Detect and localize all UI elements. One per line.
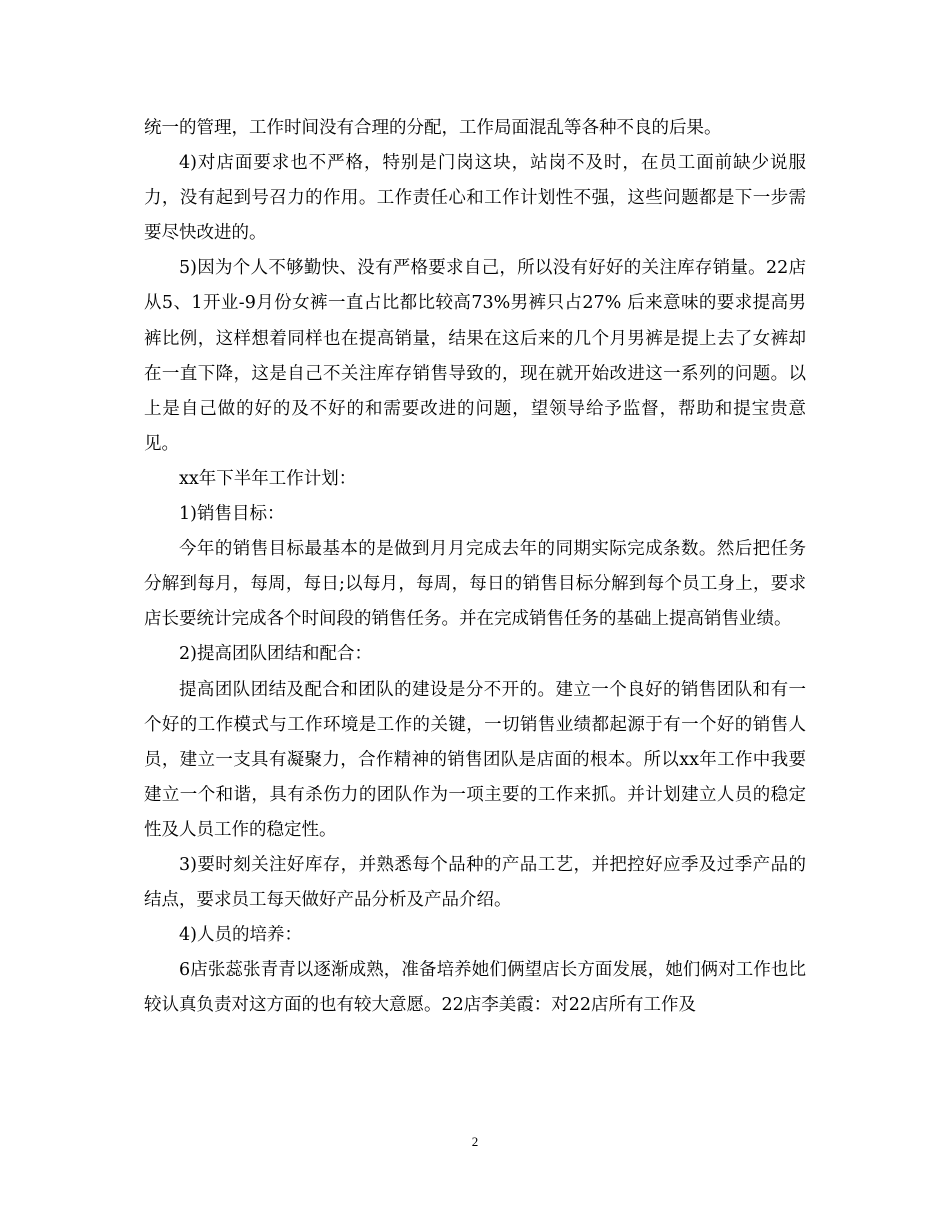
paragraph: 4)人员的培养： [179,925,302,946]
paragraph: 提高团队团结及配合和团队的建设是分不开的。建立一个良好的销售团队和有一个好的工作模式与工作环境是工作的关键，一切销售业绩都起源于有一个好的销售人员，建立一支具有凝聚力，合作精神的销售团队是店面的根本。所以xx年工作中我要建立一个和谐，具有杀伤力的团队作为一项主要的工作来抓。并计划建立人员的稳定性及人员工作的稳定性。 [144,679,806,840]
paragraph: 4)对店面要求也不严格，特别是门岗这块，站岗不及时，在员工面前缺少说服力，没有起到号召力的作用。工作责任心和工作计划性不强，这些问题都是下一步需要尽快改进的。 [144,153,806,244]
document-body [144,111,806,1023]
paragraph: xx年下半年工作计划： [179,468,357,489]
paragraph: 5)因为个人不够勤快、没有严格要求自己，所以没有好好的关注库存销量。22店从5、1开业-9月份女裤一直占比都比较高73%男裤只占27% 后来意味的要求提高男裤比例，这样想着同样也在提高销量，结果在这后来的几个月男裤是提上去了女裤却在一直下降，这是自己不关注库存销售导致的，现在就开始改进这一系列的问题。以上是自己做的好的及不好的和需要改进的问题，望领导给予监督，帮助和提宝贵意见。 [144,258,806,454]
paragraph: 统一的管理，工作时间没有合理的分配，工作局面混乱等各种不良的后果。 [144,118,722,138]
paragraph: 3)要时刻关注好库存，并熟悉每个品种的产品工艺，并把控好应季及过季产品的结点，要求员工每天做好产品分析及产品介绍。 [144,854,806,911]
paragraph: 1)销售目标： [179,504,285,525]
page-number: 2 [471,1134,479,1149]
paragraph: 6店张蕊张青青以逐渐成熟，准备培养她们俩望店长方面发展，她们俩对工作也比较认真负责对这方面的也有较大意愿。22店李美霞：对22店所有工作及 [144,960,806,1016]
paragraph: 今年的销售目标最基本的是做到月月完成去年的同期实际完成条数。然后把任务分解到每月，每周，每日;以每月，每周，每日的销售目标分解到每个员工身上，要求店长要统计完成各个时间段的销售任务。并在完成销售任务的基础上提高销售业绩。 [144,539,806,630]
paragraph: 2)提高团队团结和配合： [179,644,372,665]
